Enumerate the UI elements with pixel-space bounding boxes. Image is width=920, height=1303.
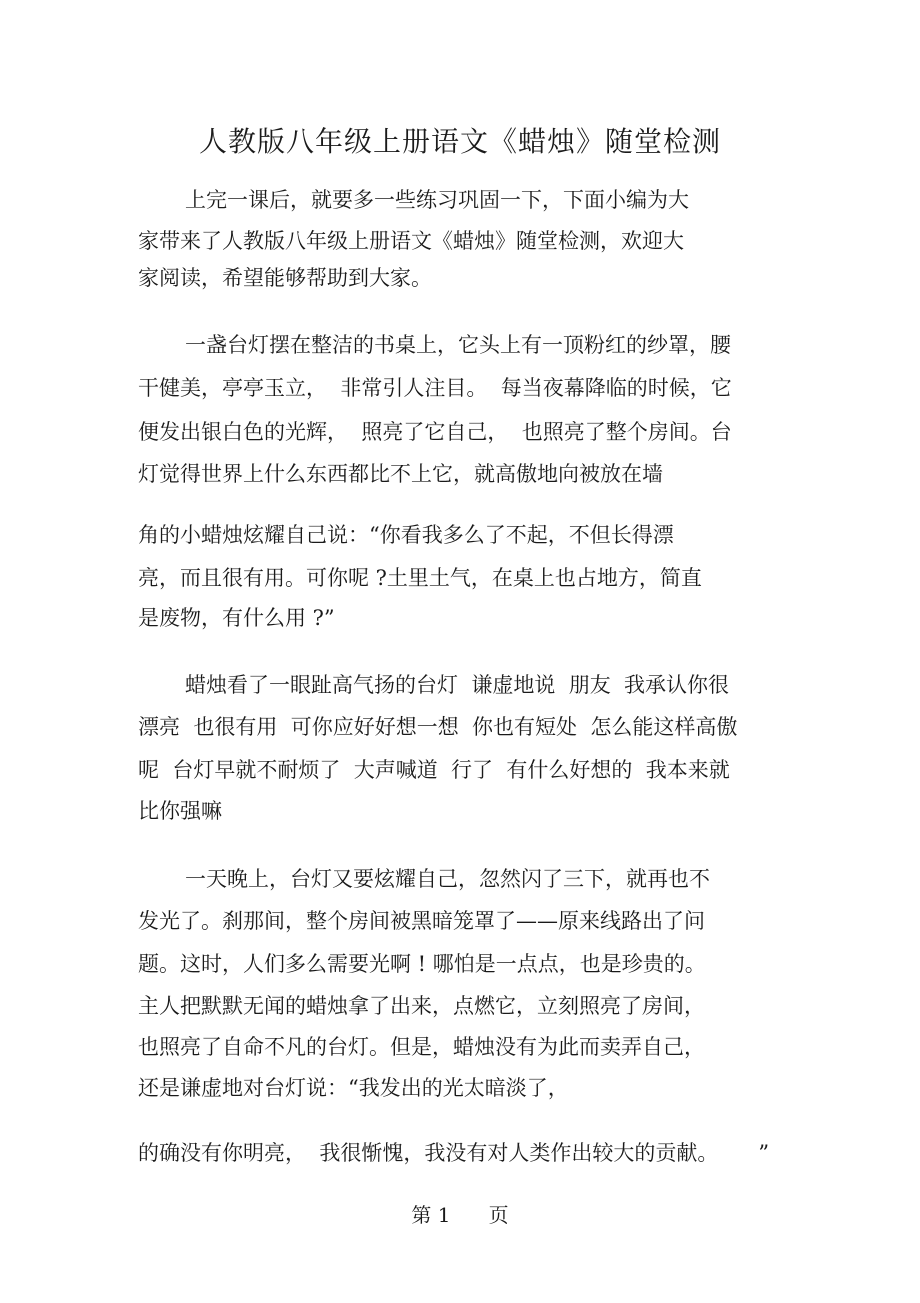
paragraph-line: 灯觉得世界上什么东西都比不上它，就高傲地向被放在墙	[138, 462, 663, 486]
paragraph-line: 也照亮了自命不凡的台灯。但是，蜡烛没有为此而卖弄自己，	[138, 1035, 705, 1059]
paragraph-line: 蜡烛看了一眼趾高气扬的台灯 谦虚地说 朋友 我承认你很	[185, 673, 730, 697]
paragraph-line: 便发出银白色的光辉， 照亮了它自己， 也照亮了整个房间。台	[138, 420, 732, 444]
paragraph-line: 还是谦虚地对台灯说：“我发出的光太暗淡了，	[138, 1076, 569, 1100]
paragraph-line: 角的小蜡烛炫耀自己说：“你看我多么了不起，不但长得漂	[138, 523, 674, 547]
paragraph-line: 呢 台灯早就不耐烦了 大声喊道 行了 有什么好想的 我本来就	[138, 758, 730, 782]
paragraph-line: 家带来了人教版八年级上册语文《蜡烛》随堂检测，欢迎大	[138, 229, 684, 253]
page-number: 第 1 页	[411, 1203, 509, 1227]
paragraph-line: 一盏台灯摆在整洁的书桌上，它头上有一顶粉红的纱罩，腰	[185, 333, 731, 357]
paragraph-line: 是废物，有什么用 ?”	[138, 606, 335, 630]
paragraph-line: 漂亮 也很有用 可你应好好想一想 你也有短处 怎么能这样高傲	[138, 715, 738, 739]
paragraph-line: 主人把默默无闻的蜡烛拿了出来，点燃它，立刻照亮了房间，	[138, 994, 705, 1018]
paragraph-line: 家阅读，希望能够帮助到大家。	[138, 266, 432, 290]
paragraph-line: 发光了。刹那间，整个房间被黑暗笼罩了——原来线路出了问	[138, 909, 705, 933]
paragraph-line: 干健美，亭亭玉立， 非常引人注目。 每当夜幕降临的时候，它	[138, 376, 732, 400]
paragraph-line: 题。这时，人们多么需要光啊 ! 哪怕是一点点，也是珍贵的。	[138, 952, 706, 976]
paragraph-line: 比你强嘛	[138, 799, 222, 823]
paragraph-line: 一天晚上，台灯又要炫耀自己，忽然闪了三下，就再也不	[185, 867, 710, 891]
paragraph-line: 的确没有你明亮， 我很惭愧，我没有对人类作出较大的贡献。 ”	[138, 1141, 770, 1165]
paragraph-line: 亮，而且很有用。可你呢 ?土里土气，在桌上也占地方，简直	[138, 566, 702, 590]
document-title: 人教版八年级上册语文《蜡烛》随堂检测	[198, 125, 721, 158]
paragraph-line: 上完一课后，就要多一些练习巩固一下，下面小编为大	[185, 188, 689, 212]
